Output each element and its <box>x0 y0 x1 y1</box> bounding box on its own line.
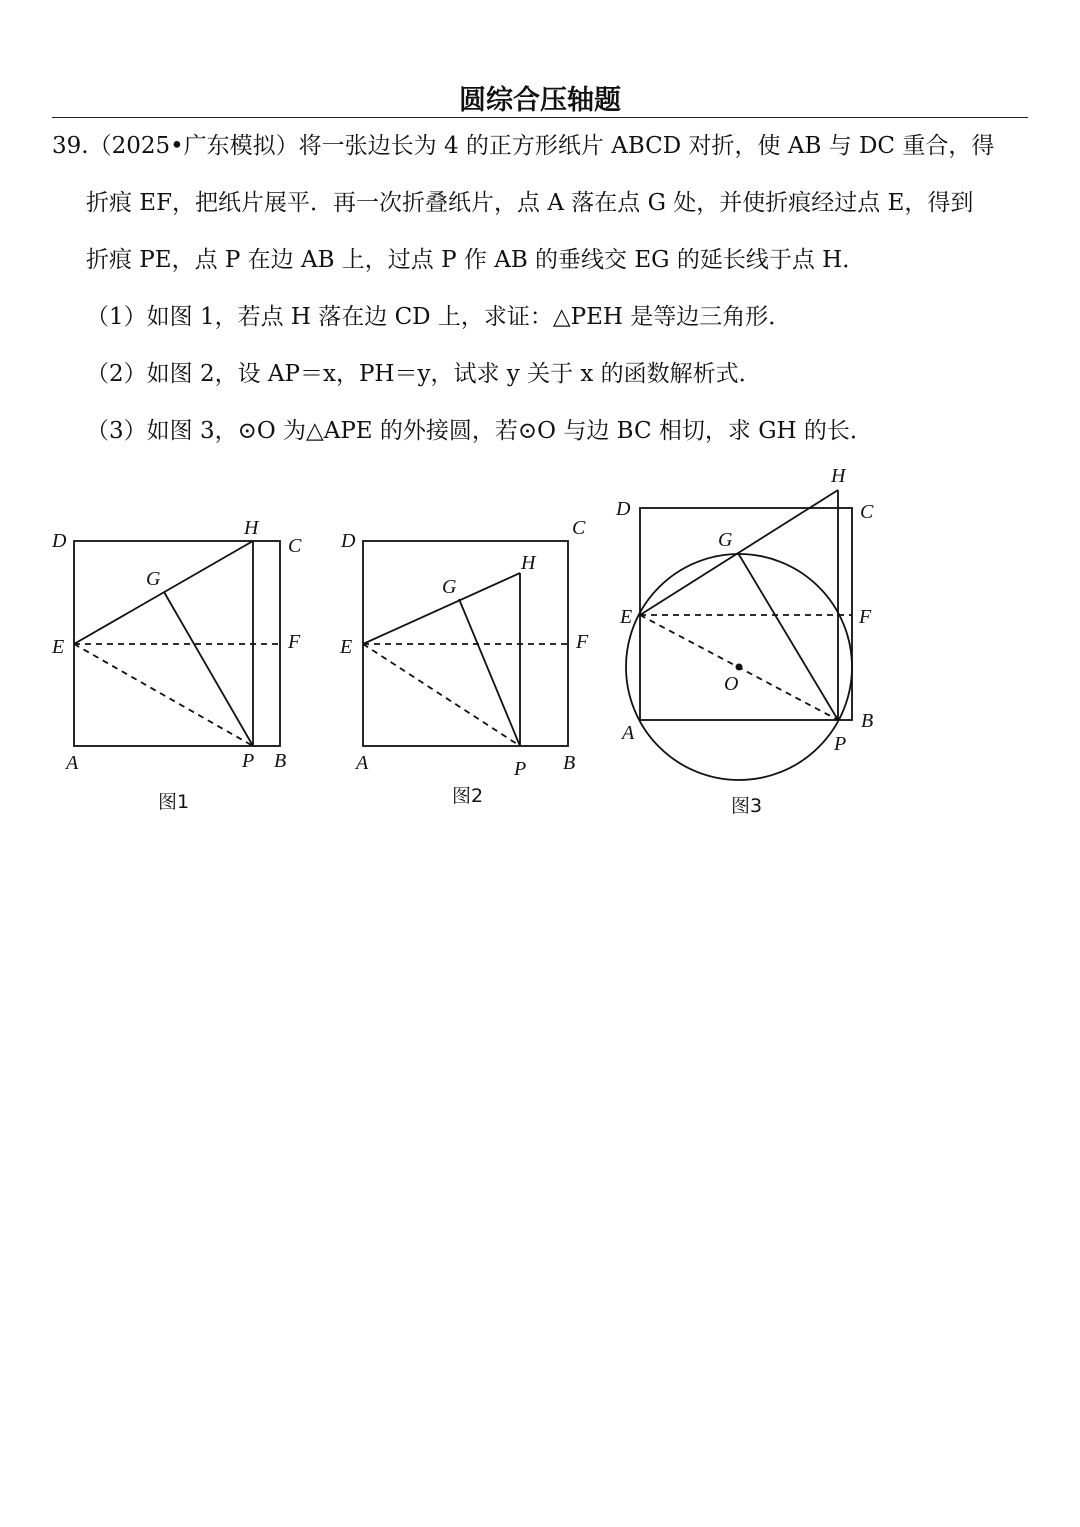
fig2-label-e: E <box>340 636 353 658</box>
fig1-label-a: A <box>66 752 79 774</box>
figure-3-diagram <box>626 490 852 780</box>
fig3-label-a: A <box>622 722 635 744</box>
question-part-1: （1）如图 1，若点 H 落在边 CD 上，求证：△PEH 是等边三角形． <box>86 304 792 330</box>
figure-3-caption: 图3 <box>731 795 763 817</box>
fig3-label-d: D <box>616 498 631 520</box>
fig3-label-p: P <box>834 733 847 755</box>
fig1-label-b: B <box>274 750 287 772</box>
fig3-label-g: G <box>718 529 733 551</box>
fig2-label-a: A <box>356 752 369 774</box>
figure-1-diagram <box>74 541 280 746</box>
figure-2-line-gp <box>459 599 520 746</box>
figure-1-caption: 图1 <box>158 791 190 813</box>
fig2-label-b: B <box>563 752 576 774</box>
fig2-label-f: F <box>576 631 589 653</box>
fig3-label-b: B <box>861 710 874 732</box>
fig1-label-d: D <box>52 530 67 552</box>
figure-2-diagram <box>363 541 568 746</box>
figure-3-center-dot <box>736 664 743 671</box>
fig2-label-p: P <box>514 758 527 780</box>
fig1-label-e: E <box>52 636 65 658</box>
fig3-label-c: C <box>860 501 874 523</box>
problem-text-line-1: 39.（2025•广东模拟）将一张边长为 4 的正方形纸片 ABCD 对折，使 AB 与 DC 重合，得 <box>52 133 995 159</box>
fig2-label-c: C <box>572 517 586 539</box>
figure-3-square <box>640 508 852 720</box>
fig3-label-o: O <box>724 673 739 695</box>
fig1-label-f: F <box>288 631 301 653</box>
question-part-2: （2）如图 2，设 AP＝x，PH＝y，试求 y 关于 x 的函数解析式． <box>86 361 762 387</box>
figure-1-line-gp <box>164 592 253 746</box>
problem-text-line-2: 折痕 EF，把纸片展平．再一次折叠纸片，点 A 落在点 G 处，并使折痕经过点 E，得到 <box>86 190 974 216</box>
figure-2-caption: 图2 <box>452 785 484 807</box>
fig1-label-g: G <box>146 568 161 590</box>
question-part-3: （3）如图 3，⊙O 为△APE 的外接圆，若⊙O 与边 BC 相切，求 GH 的长． <box>86 418 873 444</box>
fig1-label-c: C <box>288 535 302 557</box>
fig2-label-h: H <box>521 552 536 574</box>
fig3-label-e: E <box>620 606 633 628</box>
figure-2-crease-ep <box>363 644 520 746</box>
problem-text-line-3: 折痕 PE，点 P 在边 AB 上，过点 P 作 AB 的垂线交 EG 的延长线于点 H． <box>86 247 866 273</box>
figure-1-crease-ep <box>74 644 253 746</box>
fig1-label-h: H <box>244 517 259 539</box>
fig3-label-h: H <box>831 465 846 487</box>
fig2-label-g: G <box>442 576 457 598</box>
fig2-label-d: D <box>341 530 356 552</box>
fig1-label-p: P <box>242 750 255 772</box>
page-title: 圆综合压轴题 <box>459 85 621 116</box>
figure-3-line-gp <box>738 553 838 720</box>
fig3-label-f: F <box>859 606 872 628</box>
